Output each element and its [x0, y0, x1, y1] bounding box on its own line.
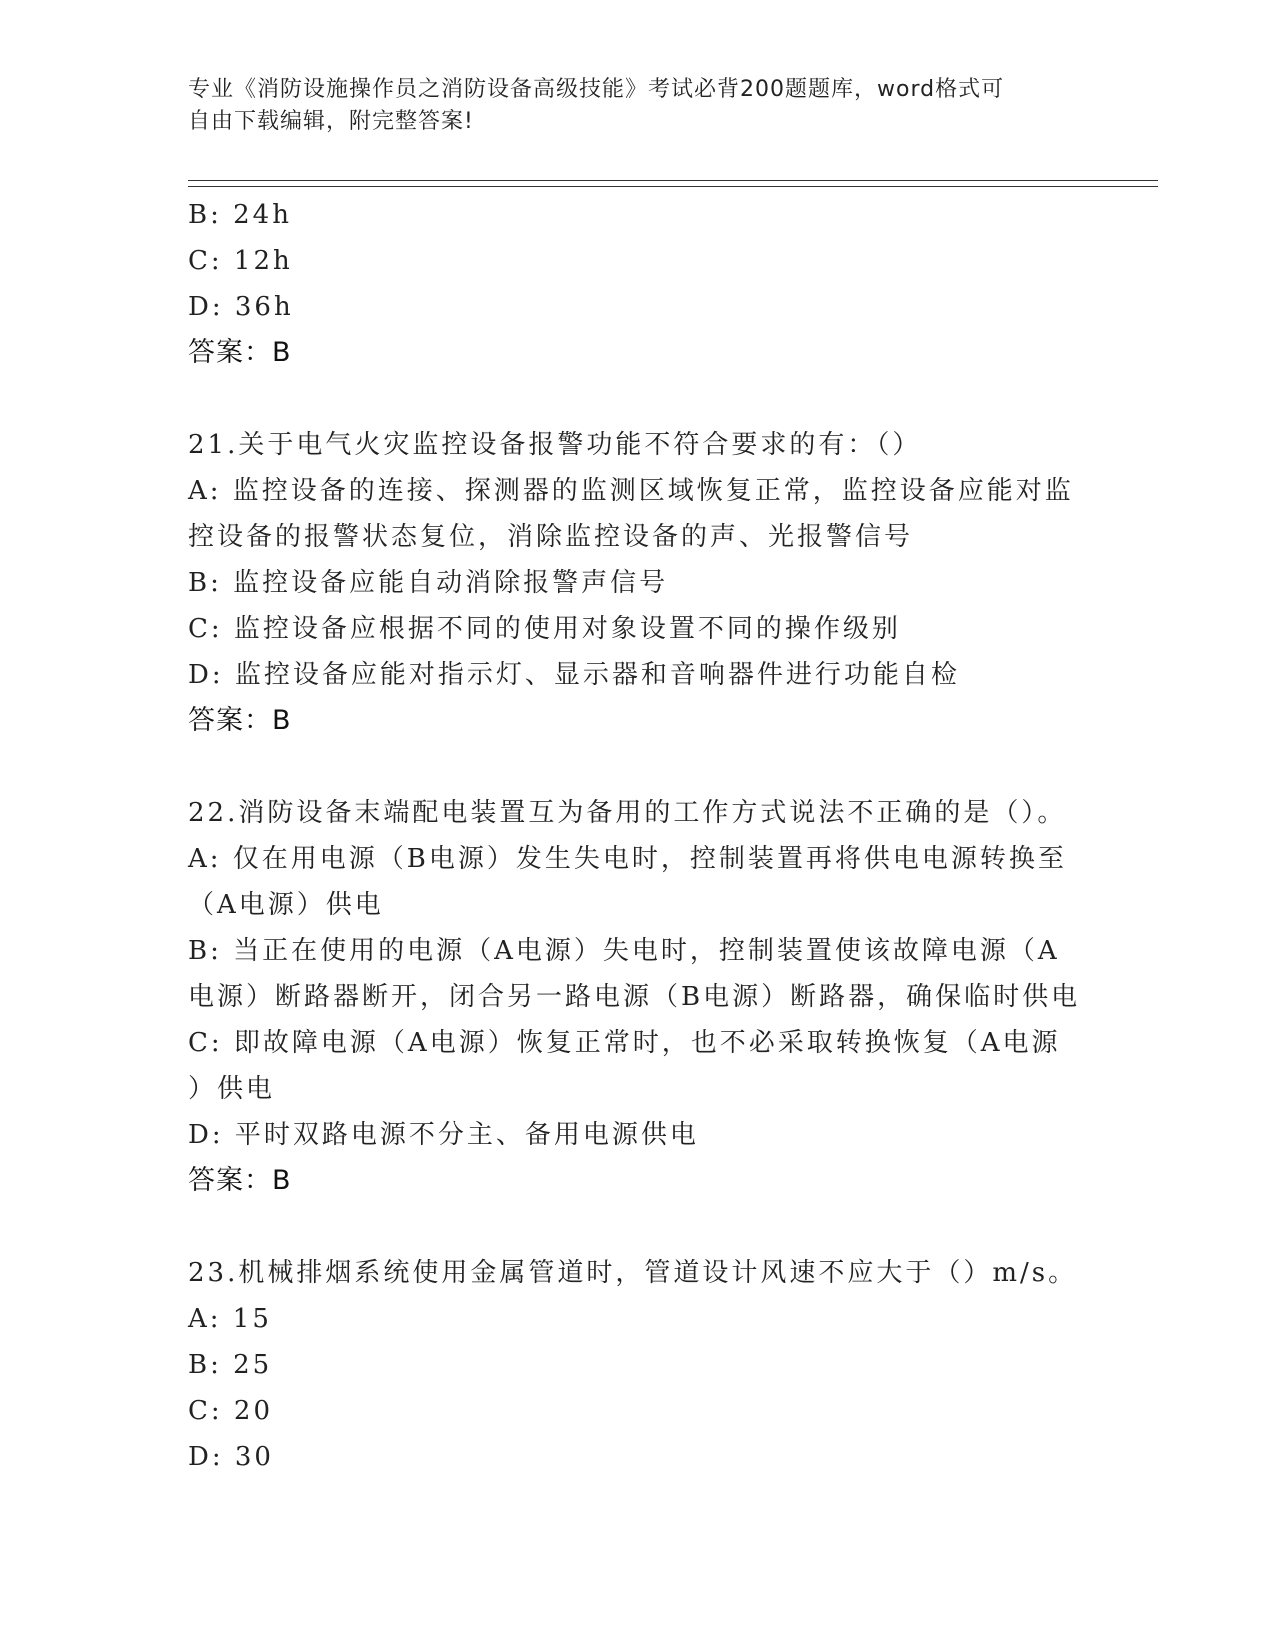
option-b: B: 监控设备应能自动消除报警声信号 [188, 568, 669, 598]
question-23 [188, 1250, 1088, 1480]
option-c: C: 20 [188, 1396, 274, 1426]
option-c-continued: ）供电 [188, 1074, 276, 1104]
document-header [188, 74, 1088, 138]
spacer [188, 1204, 1088, 1250]
question-22 [188, 790, 1088, 1204]
answer: 答案：B [188, 337, 292, 368]
header-divider-bottom [188, 186, 1158, 187]
option-a: A: 15 [188, 1304, 272, 1334]
option-d: D: 平时双路电源不分主、备用电源供电 [188, 1120, 699, 1150]
option-a-continued: 控设备的报警状态复位，消除监控设备的声、光报警信号 [188, 522, 914, 552]
option-d: D: 监控设备应能对指示灯、显示器和音响器件进行功能自检 [188, 660, 960, 690]
option-b: B: 24h [188, 200, 292, 230]
answer: 答案：B [188, 1165, 292, 1196]
question-text: 21.关于电气火灾监控设备报警功能不符合要求的有：（） [188, 430, 922, 460]
option-a: A: 仅在用电源（B电源）发生失电时，控制装置再将供电电源转换至 [188, 844, 1067, 874]
question-21 [188, 422, 1088, 744]
option-d: D: 36h [188, 292, 294, 322]
option-b: B: 25 [188, 1350, 273, 1380]
spacer [188, 376, 1088, 422]
question-list [188, 192, 1088, 1480]
option-a: A: 监控设备的连接、探测器的监测区域恢复正常，监控设备应能对监 [188, 476, 1074, 506]
question-text: 22.消防设备末端配电装置互为备用的工作方式说法不正确的是（）。 [188, 798, 1067, 828]
option-b: B: 当正在使用的电源（A电源）失电时，控制装置使该故障电源（A [188, 936, 1060, 966]
spacer [188, 744, 1088, 790]
option-c: C: 监控设备应根据不同的使用对象设置不同的操作级别 [188, 614, 901, 644]
answer: 答案：B [188, 705, 292, 736]
header-line-2: 自由下载编辑，附完整答案! [188, 109, 474, 134]
option-d: D: 30 [188, 1442, 274, 1472]
header-line-1: 专业《消防设施操作员之消防设备高级技能》考试必背200题题库，word格式可 [188, 77, 1005, 102]
option-a-continued: （A电源）供电 [188, 890, 384, 920]
option-c: C: 12h [188, 246, 293, 276]
question-text: 23.机械排烟系统使用金属管道时，管道设计风速不应大于（）m/s。 [188, 1258, 1078, 1288]
header-divider-top [188, 180, 1158, 181]
question-20-continued [188, 192, 1088, 376]
option-c: C: 即故障电源（A电源）恢复正常时，也不必采取转换恢复（A电源 [188, 1028, 1061, 1058]
option-b-continued: 电源）断路器断开，闭合另一路电源（B电源）断路器，确保临时供电 [188, 982, 1081, 1012]
